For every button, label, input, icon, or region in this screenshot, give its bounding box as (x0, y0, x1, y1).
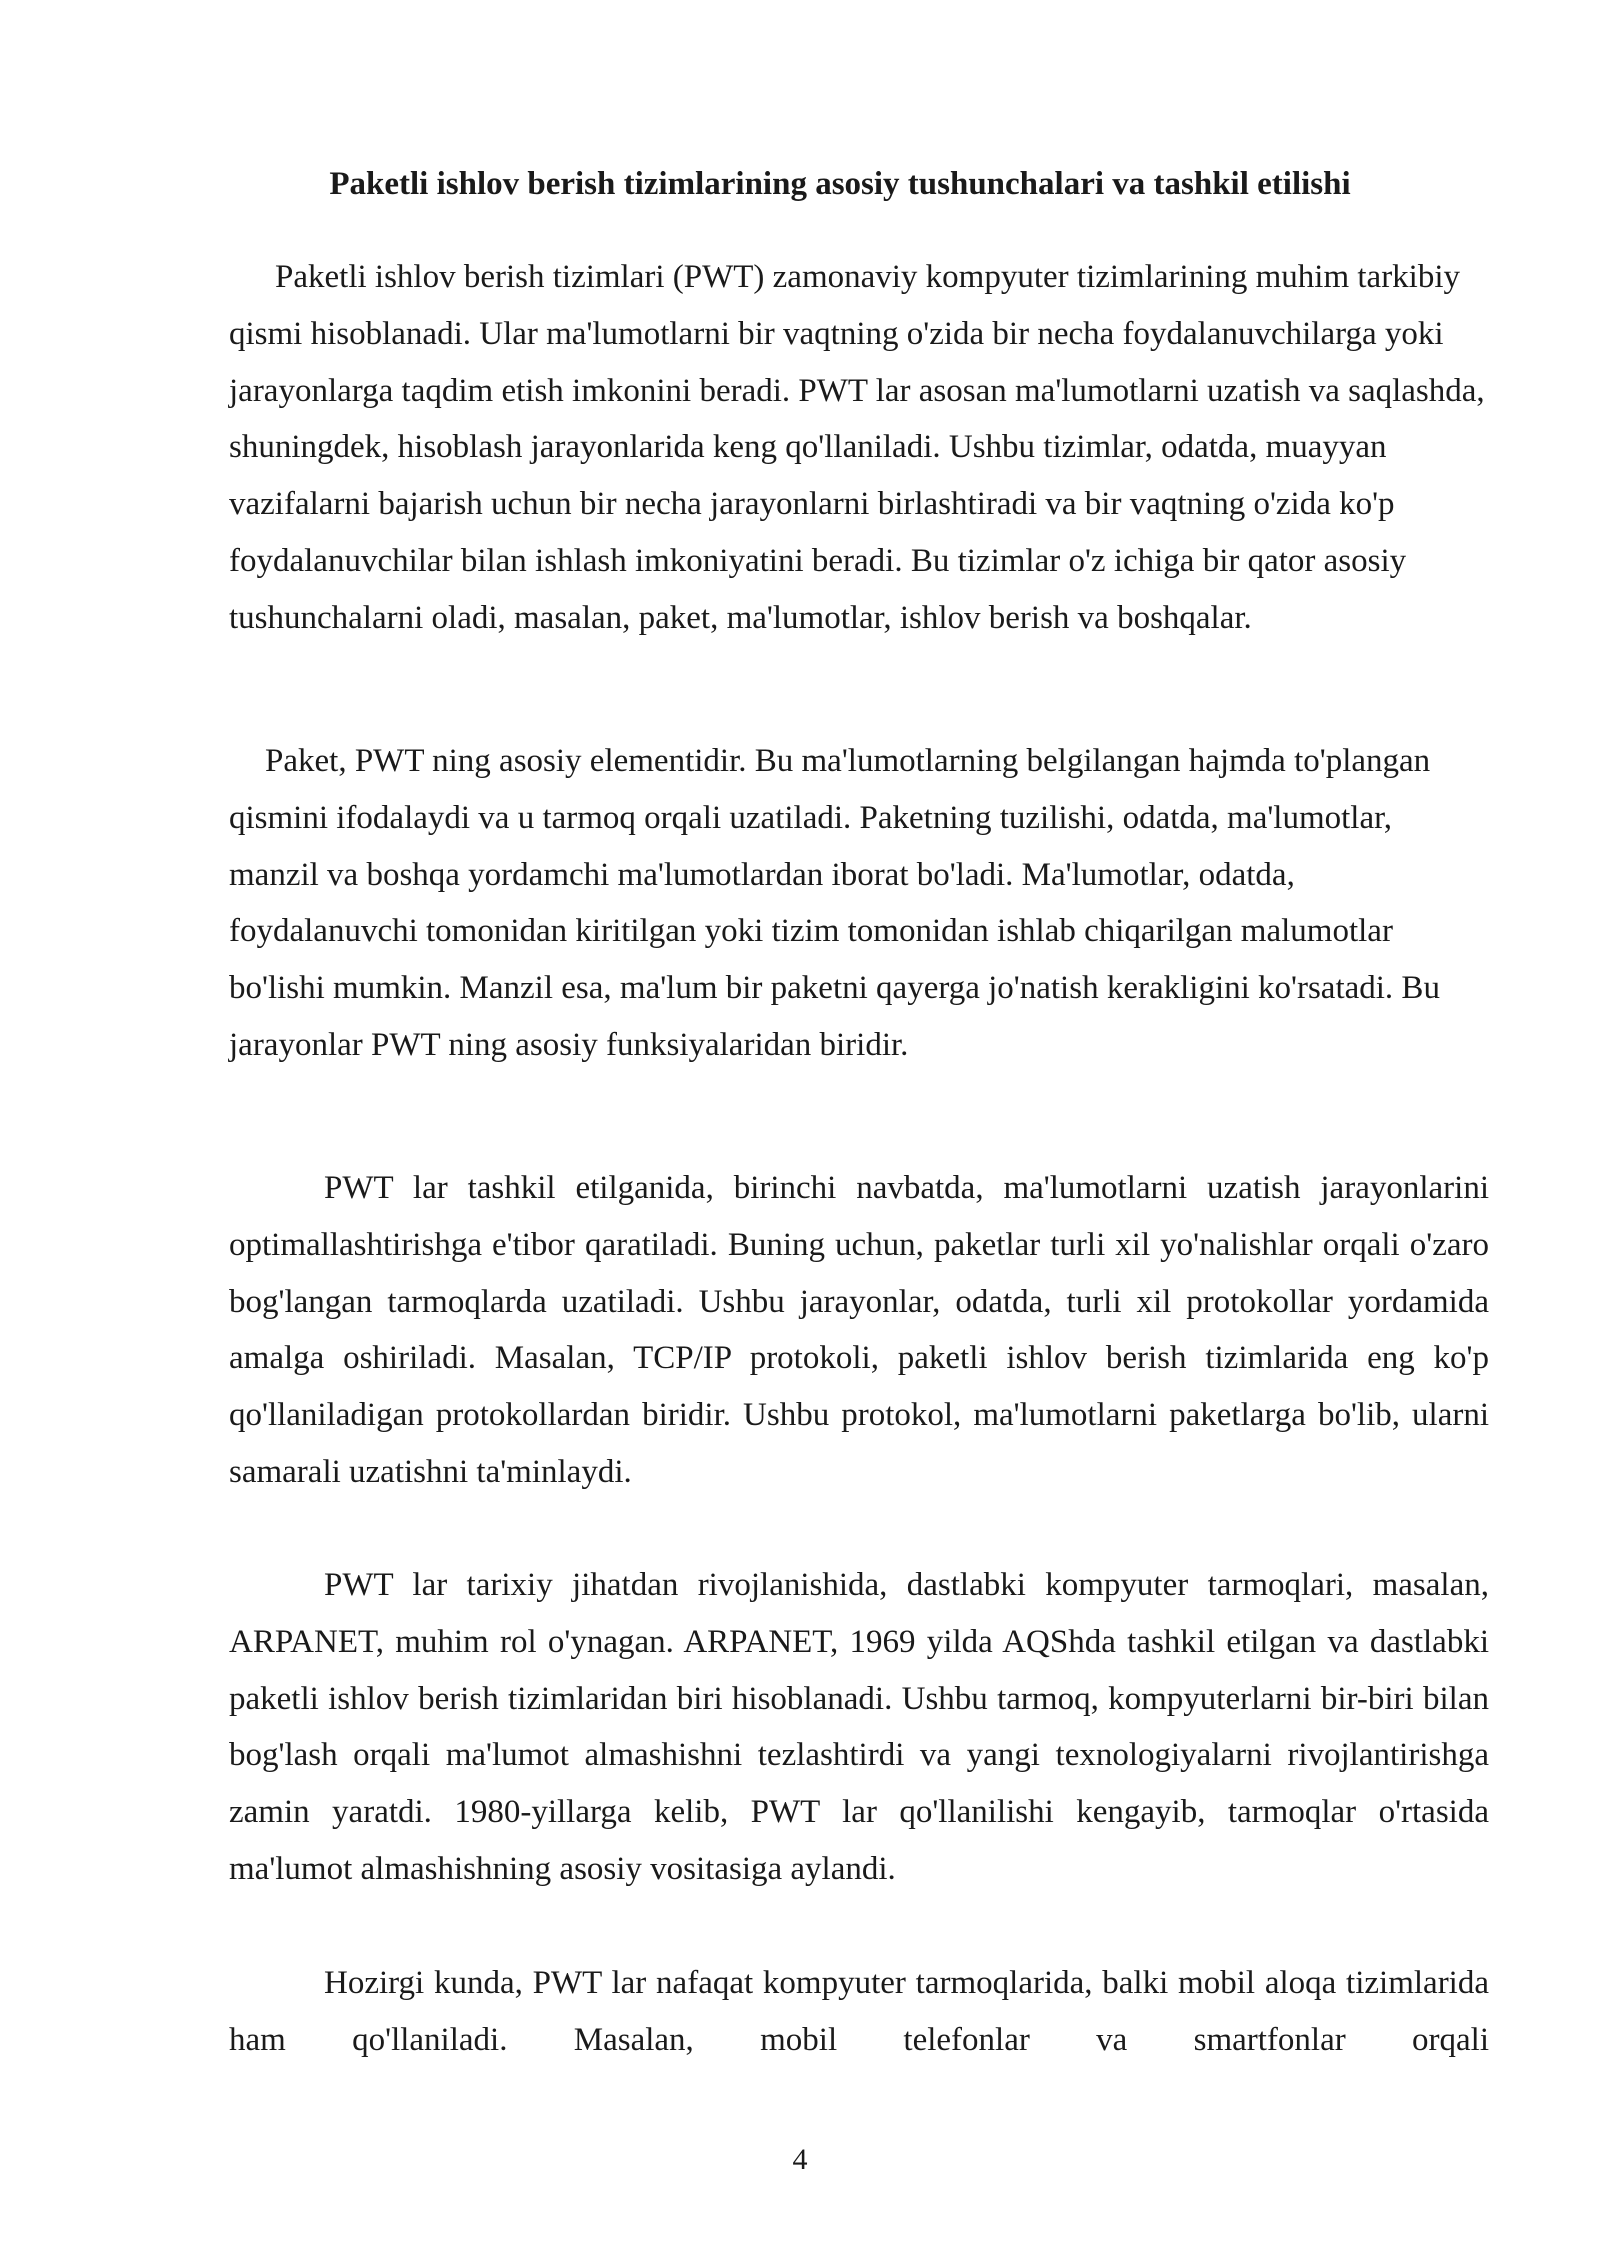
page-number: 4 (792, 2143, 808, 2176)
paragraph-pwt-introduction: Paketli ishlov berish tizimlari (PWT) zamonaviy kompyuter tizimlarining muhim tarkibiy qismi hisoblanadi. Ular ma'lumotlarni bir vaqtning o'zida bir necha foydalanuvchilarga yoki jarayonlarga taqdim etish imkonini beradi. PWT lar asosan ma'lumotlarni uzatish va saqlashda, shuningdek, hisoblash jarayonlarida keng qo'llaniladi. Ushbu tizimlar, odatda, muayyan vazifalarni bajarish uchun bir necha jarayonlarni birlashtiradi va bir vaqtning o'zida ko'p foydalanuvchilar bilan ishlash imkoniyatini beradi. Bu tizimlar o'z ichiga bir qator asosiy tushunchalarni oladi, masalan, paket, ma'lumotlar, ishlov berish va boshqalar. (229, 259, 1485, 636)
paragraph-pwt-organization: PWT lar tashkil etilganida, birinchi navbatda, ma'lumotlarni uzatish jarayonlarini optimallashtirishga e'tibor qaratiladi. Buning uchun, paketlar turli xil yo'nalishlar orqali o'zaro bog'langan tarmoqlarda uzatiladi. Ushbu jarayonlar, odatda, turli xil protokollar yordamida amalga oshiriladi. Masalan, TCP/IP protokoli, paketli ishlov berish tizimlarida eng ko'p qo'llaniladigan protokollardan biridir. Ushbu protokol, ma'lumotlarni paketlarga bo'lib, ularni samarali uzatishni ta'minlaydi. (229, 1170, 1489, 1490)
paragraph-pwt-current-use: Hozirgi kunda, PWT lar nafaqat kompyuter tarmoqlarida, balki mobil aloqa tizimlarida ham qo'llaniladi. Masalan, mobil telefonlar va smartfonlar orqali (229, 1965, 1489, 2058)
paragraph-pwt-history: PWT lar tarixiy jihatdan rivojlanishida, dastlabki kompyuter tarmoqlari, masalan, ARPANET, muhim rol o'ynagan. ARPANET, 1969 yilda AQShda tashkil etilgan va dastlabki paketli ishlov berish tizimlaridan biri hisoblanadi. Ushbu tarmoq, kompyuterlarni bir-biri bilan bog'lash orqali ma'lumot almashishni tezlashtirdi va yangi texnologiyalarni rivojlantirishga zamin yaratdi. 1980-yillarga kelib, PWT lar qo'llanilishi kengayib, tarmoqlar o'rtasida ma'lumot almashishning asosiy vositasiga aylandi. (229, 1567, 1489, 1887)
page-title: Paketli ishlov berish tizimlarining asosiy tushunchalari va tashkil etilishi (329, 166, 1351, 202)
paragraph-packet-definition: Paket, PWT ning asosiy elementidir. Bu ma'lumotlarning belgilangan hajmda to'plangan qismini ifodalaydi va u tarmoq orqali uzatiladi. Paketning tuzilishi, odatda, ma'lumotlar, manzil va boshqa yordamchi ma'lumotlardan iborat bo'ladi. Ma'lumotlar, odatda, foydalanuvchi tomonidan kiritilgan yoki tizim tomonidan ishlab chiqarilgan malumotlar bo'lishi mumkin. Manzil esa, ma'lum bir paketni qayerga jo'natish kerakligini ko'rsatadi. Bu jarayonlar PWT ning asosiy funksiyalaridan biridir. (229, 743, 1440, 1063)
